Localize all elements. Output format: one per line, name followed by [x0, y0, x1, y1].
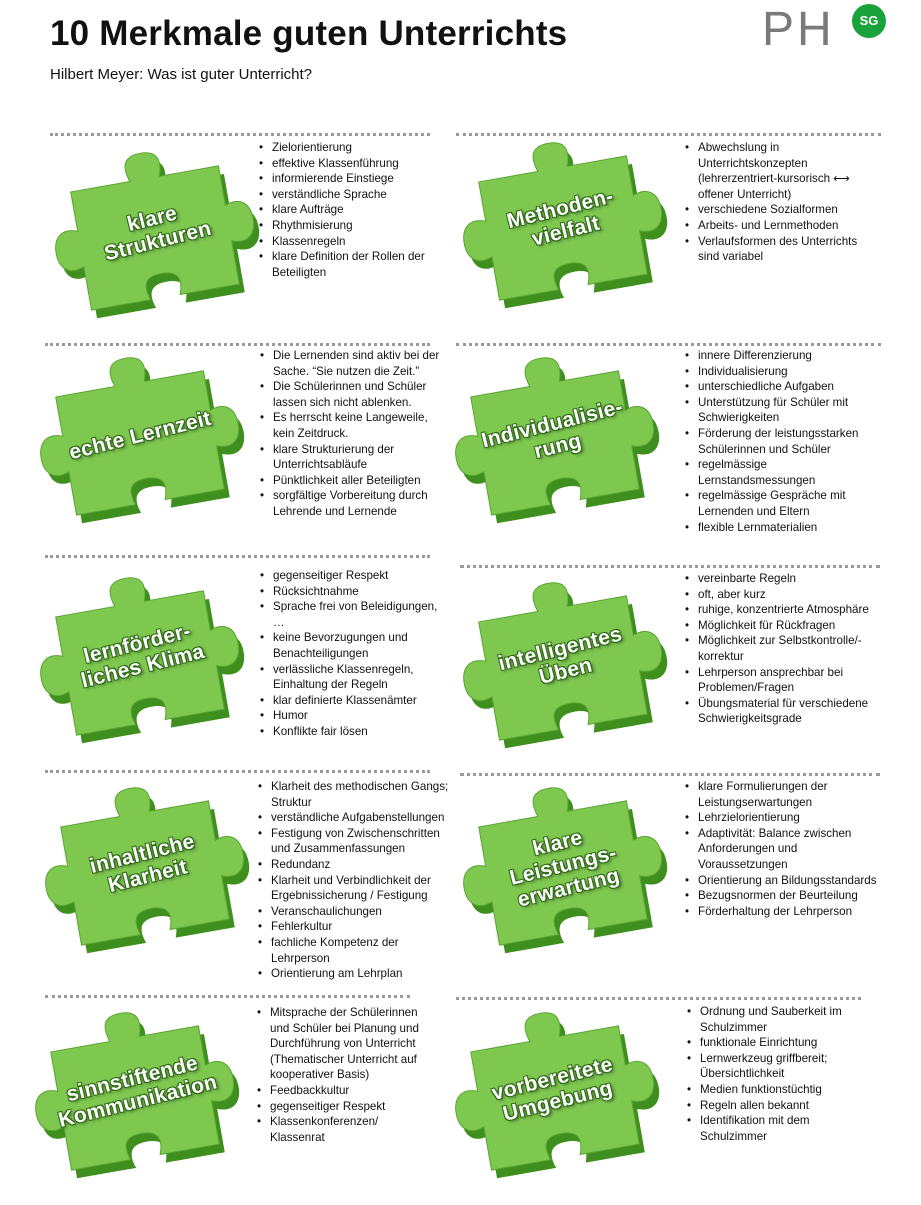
- puzzle-piece: [25, 565, 255, 745]
- bullet-list: [685, 348, 870, 535]
- page-title: 10 Merkmale guten Unterrichts: [50, 14, 568, 53]
- puzzle-label: intelligentes Üben: [496, 622, 625, 689]
- list-item: • Orientierung an Bildungsstandards: [685, 873, 885, 889]
- list-item: • regelmässige Gespräche mit Lernenden und Eltern: [685, 488, 870, 519]
- list-item: • vereinbarte Regeln: [685, 571, 870, 587]
- list-item: • innere Differenzierung: [685, 348, 870, 364]
- list-item: • Möglichkeit für Rückfragen: [685, 618, 870, 634]
- list-item: • klare Strukturierung der Unterrichtsabläufe: [260, 442, 445, 473]
- puzzle-label: Methoden- vielfalt: [504, 184, 616, 251]
- list-item: • Förderhaltung der Lehrperson: [685, 904, 885, 920]
- list-item: • klare Definition der Rollen der Beteiligten: [259, 249, 449, 280]
- puzzle-label: echte Lernzeit: [66, 406, 214, 464]
- list-item: • keine Bevorzugungen und Benachteiligungen: [260, 630, 445, 661]
- bullet-list: [257, 1005, 427, 1145]
- list-item: • Fehlerkultur: [258, 919, 458, 935]
- list-item: • Individualisierung: [685, 364, 870, 380]
- dotted-separator: [460, 565, 880, 568]
- list-item: • klar definierte Klassenämter: [260, 693, 445, 709]
- list-item: • Zielorientierung: [259, 140, 449, 156]
- puzzle-piece: [448, 570, 678, 750]
- ph-sg-logo: [762, 4, 892, 56]
- logo-text: PH: [762, 3, 835, 56]
- bullet-list: [258, 779, 458, 982]
- puzzle-piece: [448, 130, 678, 310]
- list-item: • effektive Klassenführung: [259, 156, 449, 172]
- list-item: • fachliche Kompetenz der Lehrperson: [258, 935, 458, 966]
- bullet-list: [687, 1004, 877, 1144]
- dotted-separator: [45, 555, 430, 558]
- puzzle-piece: [25, 345, 255, 525]
- list-item: • Arbeits- und Lernmethoden: [685, 218, 870, 234]
- list-item: • Humor: [260, 708, 445, 724]
- list-item: • sorgfältige Vorbereitung durch Lehrende und Lernende: [260, 488, 445, 519]
- list-item: • flexible Lernmaterialien: [685, 520, 870, 536]
- puzzle-piece: [30, 775, 260, 955]
- list-item: • verlässliche Klassenregeln, Einhaltung der Regeln: [260, 662, 445, 693]
- puzzle-label: vorbereitete Umgebung: [489, 1052, 616, 1126]
- puzzle-label: klare Leistungs- erwartung: [507, 825, 622, 912]
- list-item: • Ordnung und Sauberkeit im Schulzimmer: [687, 1004, 877, 1035]
- list-item: • Übungsmaterial für verschiedene Schwierigkeitsgrade: [685, 696, 870, 727]
- list-item: • Sprache frei von Beleidigungen, …: [260, 599, 445, 630]
- list-item: • Bezugsnormen der Beurteilung: [685, 888, 885, 904]
- bullet-list: [259, 140, 449, 280]
- list-item: • Unterstützung für Schüler mit Schwierigkeiten: [685, 395, 870, 426]
- bullet-list: [685, 140, 870, 265]
- list-item: • Regeln allen bekannt: [687, 1098, 877, 1114]
- puzzle-label: lernförder- liches Klima: [78, 619, 207, 693]
- list-item: • Lernwerkzeug griffbereit; Übersichtlichkeit: [687, 1051, 877, 1082]
- list-item: • Klarheit des methodischen Gangs; Struktur: [258, 779, 458, 810]
- list-item: • Konflikte fair lösen: [260, 724, 445, 740]
- list-item: • verständliche Sprache: [259, 187, 449, 203]
- list-item: • Festigung von Zwischenschritten und Zusammenfassungen: [258, 826, 458, 857]
- puzzle-label: Individualisie- rung: [479, 395, 626, 464]
- puzzle-piece: [440, 1000, 670, 1180]
- list-item: • Möglichkeit zur Selbstkontrolle/-korrektur: [685, 633, 870, 664]
- list-item: • Adaptivität: Balance zwischen Anforderungen und Voraussetzungen: [685, 826, 885, 873]
- list-item: • klare Formulierungen der Leistungserwartungen: [685, 779, 885, 810]
- list-item: • Die Schülerinnen und Schüler lassen sich nicht ablenken.: [260, 379, 445, 410]
- list-item: • informierende Einstiege: [259, 171, 449, 187]
- bullet-list: [685, 779, 885, 919]
- puzzle-label: inhaltliche Klarheit: [87, 829, 197, 898]
- list-item: • Verlaufsformen des Unterrichts sind variabel: [685, 234, 870, 265]
- list-item: • Orientierung am Lehrplan: [258, 966, 458, 982]
- list-item: • Rhythmisierung: [259, 218, 449, 234]
- list-item: • oft, aber kurz: [685, 587, 870, 603]
- list-item: • funktionale Einrichtung: [687, 1035, 877, 1051]
- list-item: • Redundanz: [258, 857, 458, 873]
- list-item: • Medien funktionstüchtig: [687, 1082, 877, 1098]
- list-item: • Klassenregeln: [259, 234, 449, 250]
- puzzle-piece: [40, 140, 270, 320]
- logo-badge: SG: [852, 4, 886, 38]
- list-item: • Pünktlichkeit aller Beteiligten: [260, 473, 445, 489]
- bullet-list: [260, 348, 445, 520]
- list-item: • verständliche Aufgabenstellungen: [258, 810, 458, 826]
- list-item: • Die Lernenden sind aktiv bei der Sache. “Sie nutzen die Zeit.”: [260, 348, 445, 379]
- bullet-list: [685, 571, 870, 727]
- list-item: • Lehrzielorientierung: [685, 810, 885, 826]
- list-item: • Veranschaulichungen: [258, 904, 458, 920]
- list-item: • Klarheit und Verbindlichkeit der Ergebnissicherung / Festigung: [258, 873, 458, 904]
- page-subtitle: Hilbert Meyer: Was ist guter Unterricht?: [50, 66, 313, 83]
- list-item: • Feedbackkultur: [257, 1083, 427, 1099]
- list-item: • Rücksichtnahme: [260, 584, 445, 600]
- puzzle-piece: [20, 1000, 250, 1180]
- puzzle-piece: [448, 775, 678, 955]
- list-item: • Identifikation mit dem Schulzimmer: [687, 1113, 877, 1144]
- list-item: • Abwechslung in Unterrichtskonzepten (lehrerzentriert-kursorisch ⟷ offener Unterricht): [685, 140, 870, 202]
- list-item: • unterschiedliche Aufgaben: [685, 379, 870, 395]
- list-item: • klare Aufträge: [259, 202, 449, 218]
- puzzle-piece: [440, 345, 670, 525]
- bullet-list: [260, 568, 445, 740]
- list-item: • ruhige, konzentrierte Atmosphäre: [685, 602, 870, 618]
- list-item: • gegenseitiger Respekt: [257, 1099, 427, 1115]
- puzzle-label: sinnstiftende Kommunikation: [56, 1051, 220, 1132]
- list-item: • Es herrscht keine Langeweile, kein Zeitdruck.: [260, 410, 445, 441]
- list-item: • gegenseitiger Respekt: [260, 568, 445, 584]
- list-item: • verschiedene Sozialformen: [685, 202, 870, 218]
- list-item: • regelmässige Lernstandsmessungen: [685, 457, 870, 488]
- puzzle-label: klare Strukturen: [102, 201, 214, 266]
- list-item: • Förderung der leistungsstarken Schülerinnen und Schüler: [685, 426, 870, 457]
- list-item: • Lehrperson ansprechbar bei Problemen/Fragen: [685, 665, 870, 696]
- list-item: • Klassenkonferenzen/ Klassenrat: [257, 1114, 427, 1145]
- list-item: • Mitsprache der Schülerinnen und Schüler bei Planung und Durchführung von Unterricht (Thematischer Unterricht auf kooperativer Basis): [257, 1005, 427, 1083]
